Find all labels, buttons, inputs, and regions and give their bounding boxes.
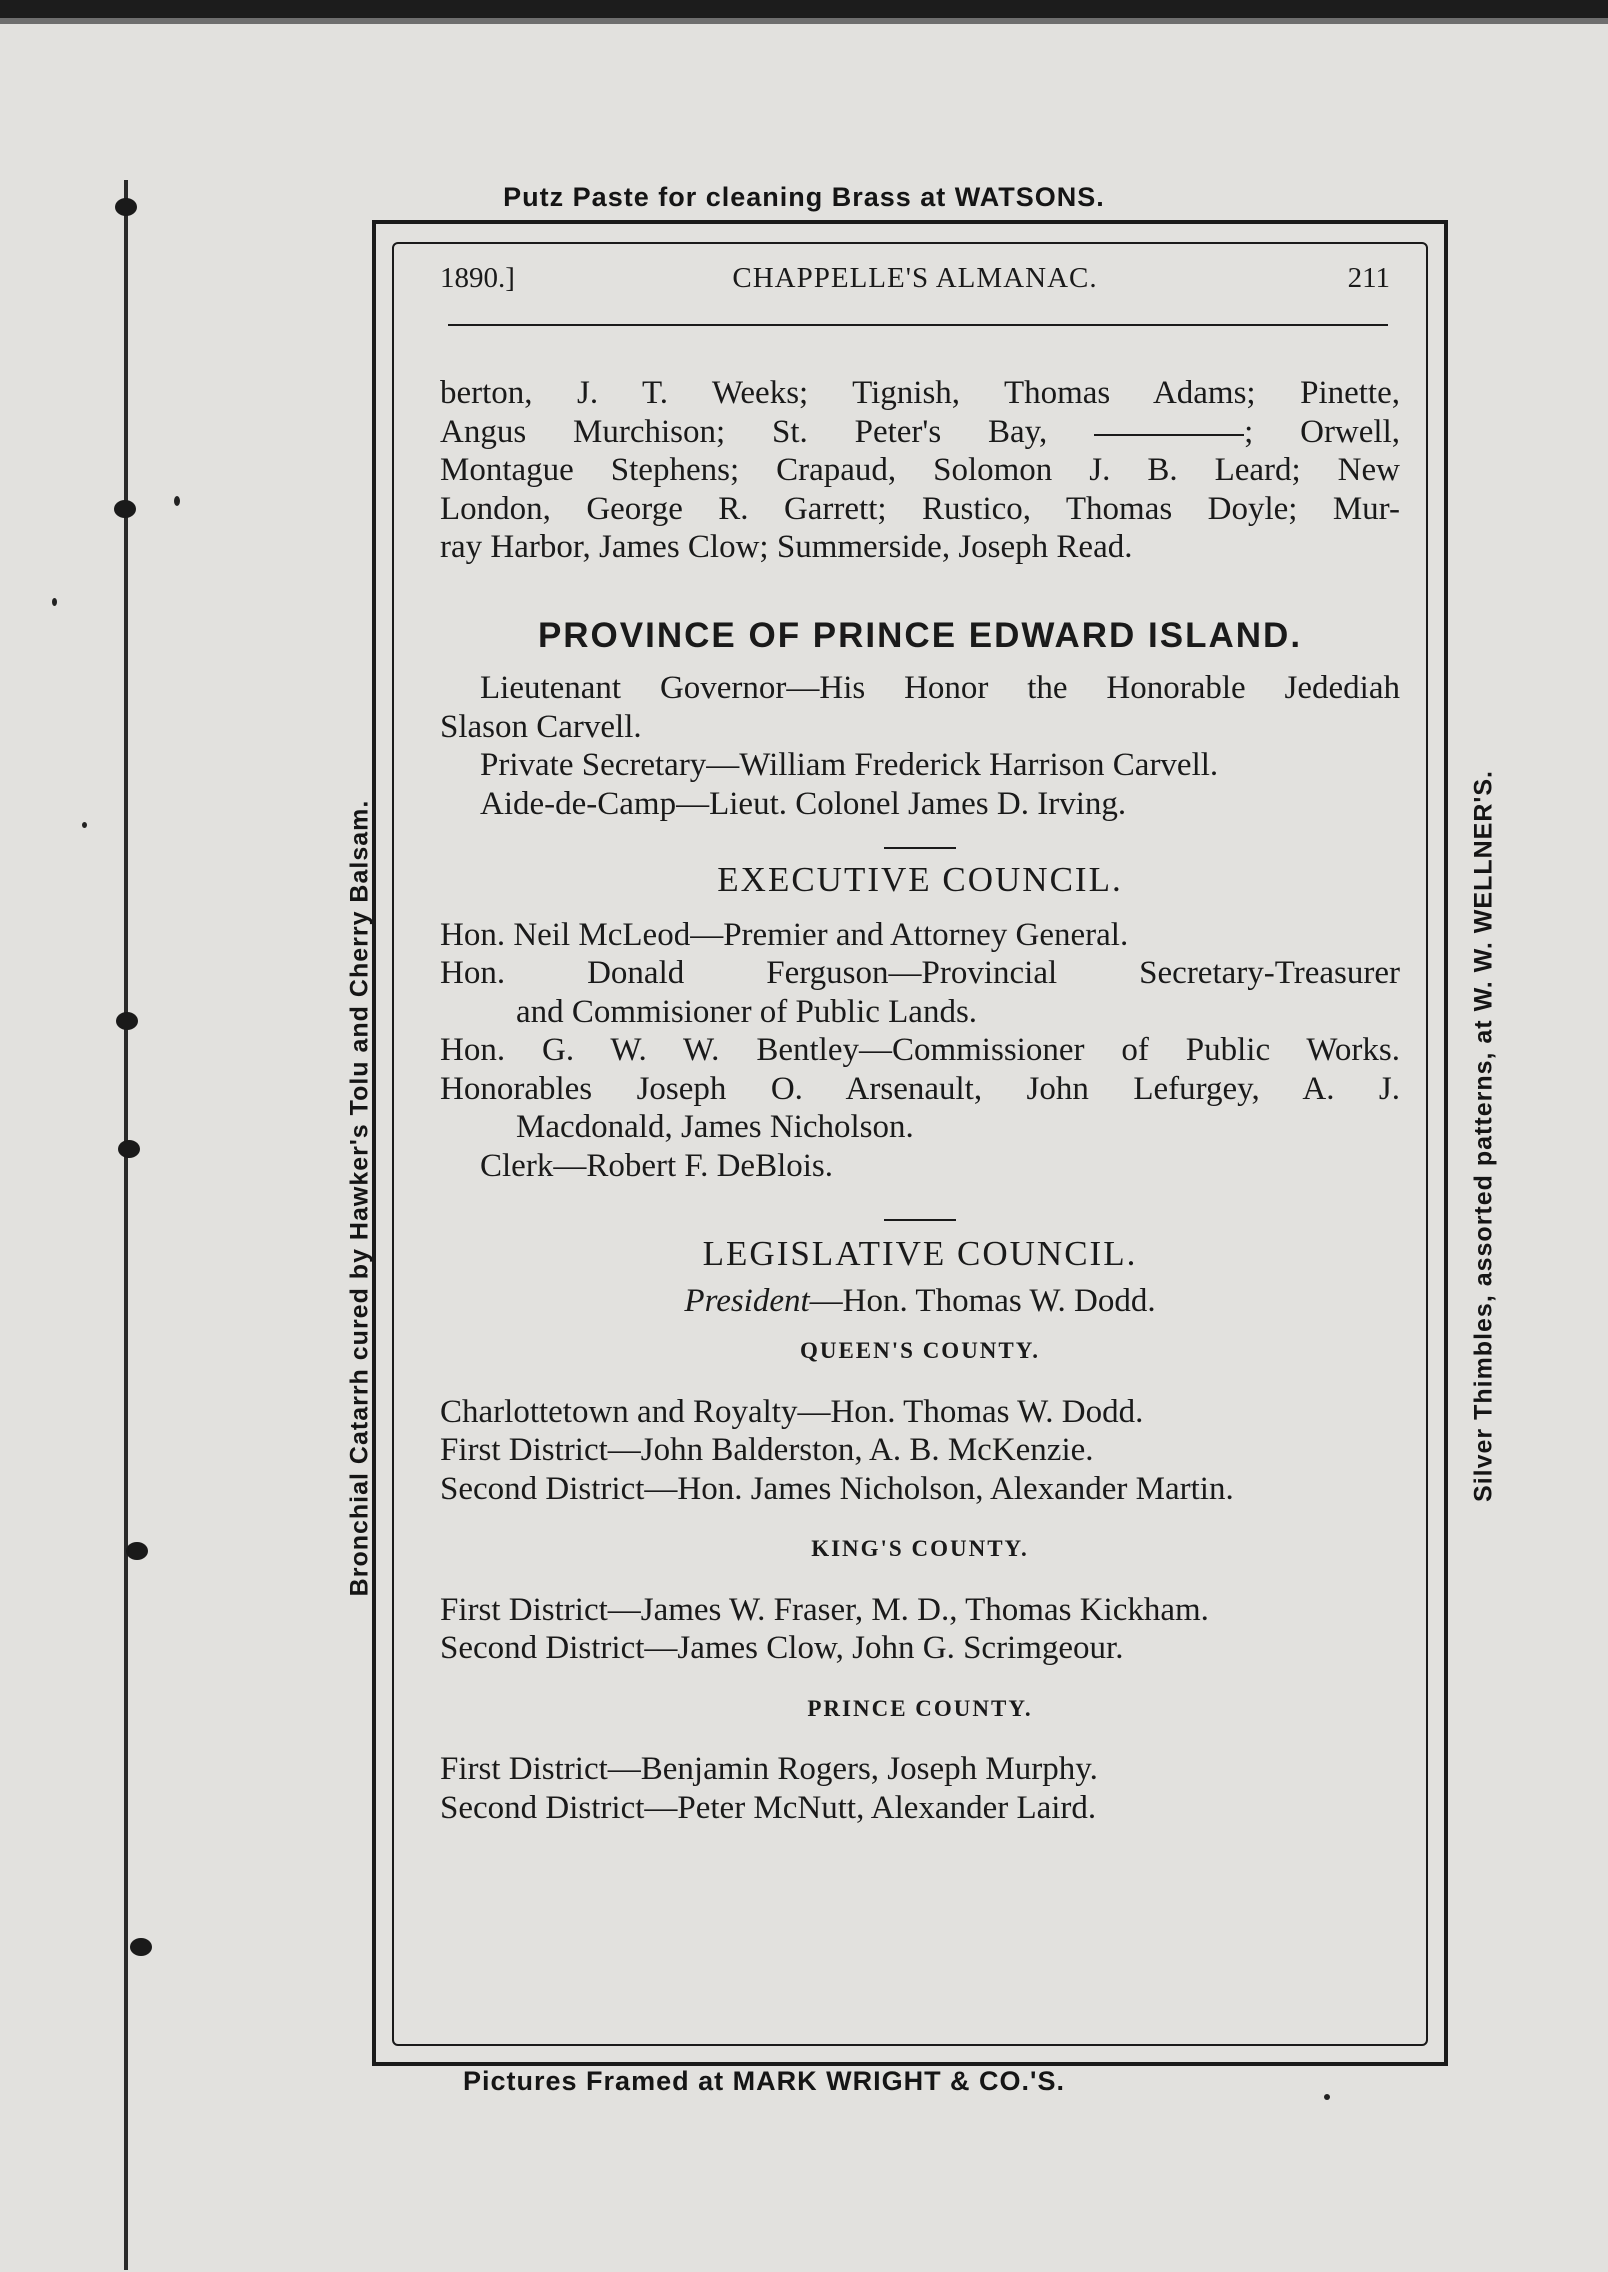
president-name: —Hon. Thomas W. Dodd. [809, 1282, 1156, 1319]
legislative-heading: LEGISLATIVE COUNCIL. [702, 1234, 1138, 1273]
scan-top-edge [0, 0, 1608, 18]
province-heading: PROVINCE OF PRINCE EDWARD ISLAND. [537, 615, 1303, 655]
text-line: Second District—Hon. James Nicholson, Alexander Martin. [440, 1470, 1234, 1507]
text-line: Second District—James Clow, John G. Scrimgeour. [440, 1630, 1124, 1666]
left-margin-advert: Bronchial Catarrh cured by Hawker's Tolu and Cherry Balsam. [345, 799, 374, 1597]
right-margin-advert: Silver Thimbles, assorted patterns, at W. W. WELLNER'S. [1469, 770, 1498, 1502]
text-line: Hon. Neil McLeod—Premier and Attorney General. [440, 916, 1129, 953]
text-span: ; Orwell, [1244, 413, 1400, 450]
text-line: Montague Stephens; Crapaud, Solomon J. B. Leard; New [440, 452, 1400, 488]
header-rule [448, 324, 1388, 326]
text-line: First District—John Balderston, A. B. McKenzie. [440, 1432, 1094, 1468]
text-line: and Commisioner of Public Lands. [516, 993, 978, 1030]
page-number: 211 [1347, 262, 1390, 294]
text-line: Aide-de-Camp—Lieut. Colonel James D. Irving. [480, 785, 1127, 822]
text-line: ray Harbor, James Clow; Summerside, Joseph Read. [440, 529, 1133, 565]
text-line: Second District—Peter McNutt, Alexander Laird. [440, 1789, 1097, 1826]
binding-knot [114, 500, 136, 518]
text-line: Honorables Joseph O. Arsenault, John Lefurgey, A. J. [440, 1070, 1400, 1107]
executive-heading: EXECUTIVE COUNCIL. [717, 860, 1123, 899]
binding-knot [116, 1012, 138, 1030]
kings-county-heading: KING'S COUNTY. [811, 1536, 1029, 1561]
header-year: 1890.] [440, 262, 515, 294]
scan-speck [52, 598, 57, 606]
scan-speck [174, 496, 180, 506]
text-line: Hon. Donald Ferguson—Provincial Secretary-Treasurer [440, 955, 1400, 991]
text-line: Macdonald, James Nicholson. [516, 1109, 914, 1145]
scan-speck [82, 822, 87, 828]
binding-knot [118, 1140, 140, 1158]
binding-knot [126, 1542, 148, 1560]
text-line: berton, J. T. Weeks; Tignish, Thomas Adams; Pinette, [440, 375, 1400, 411]
text-line: London, George R. Garrett; Rustico, Thomas Doyle; Mur- [440, 490, 1400, 527]
president-line [440, 1282, 1400, 1321]
binding-knot [130, 1938, 152, 1956]
text-line [440, 413, 1400, 452]
text-line: Clerk—Robert F. DeBlois. [480, 1147, 834, 1184]
running-header [440, 262, 1390, 302]
text-line: Hon. G. W. W. Bentley—Commissioner of Public Works. [440, 1032, 1400, 1068]
president-label: President [684, 1282, 810, 1319]
intro-section [440, 374, 1400, 567]
text-line: Private Secretary—William Frederick Harrison Carvell. [480, 747, 1219, 783]
text-line: Charlottetown and Royalty—Hon. Thomas W. Dodd. [440, 1393, 1144, 1430]
text-line: Slason Carvell. [440, 708, 642, 745]
top-advert: Putz Paste for cleaning Brass at WATSONS. [503, 182, 1105, 212]
text-line: First District—Benjamin Rogers, Joseph Murphy. [440, 1751, 1098, 1787]
header-title: CHAPPELLE'S ALMANAC. [732, 262, 1098, 294]
text-span: Angus Murchison; St. Peter's Bay, [440, 413, 1048, 450]
prince-county-heading: PRINCE COUNTY. [807, 1695, 1033, 1721]
text-line: Lieutenant Governor—His Honor the Honorable Jedediah [480, 670, 1400, 706]
text-line: First District—James W. Fraser, M. D., Thomas Kickham. [440, 1591, 1209, 1628]
blank-rule [1094, 432, 1244, 436]
scan-top-shadow [0, 18, 1608, 24]
page-body [440, 374, 1400, 1827]
binding-thread [124, 180, 128, 2270]
bottom-advert: Pictures Framed at MARK WRIGHT & CO.'S. [463, 2066, 1065, 2096]
queens-county-heading: QUEEN'S COUNTY. [799, 1338, 1041, 1363]
